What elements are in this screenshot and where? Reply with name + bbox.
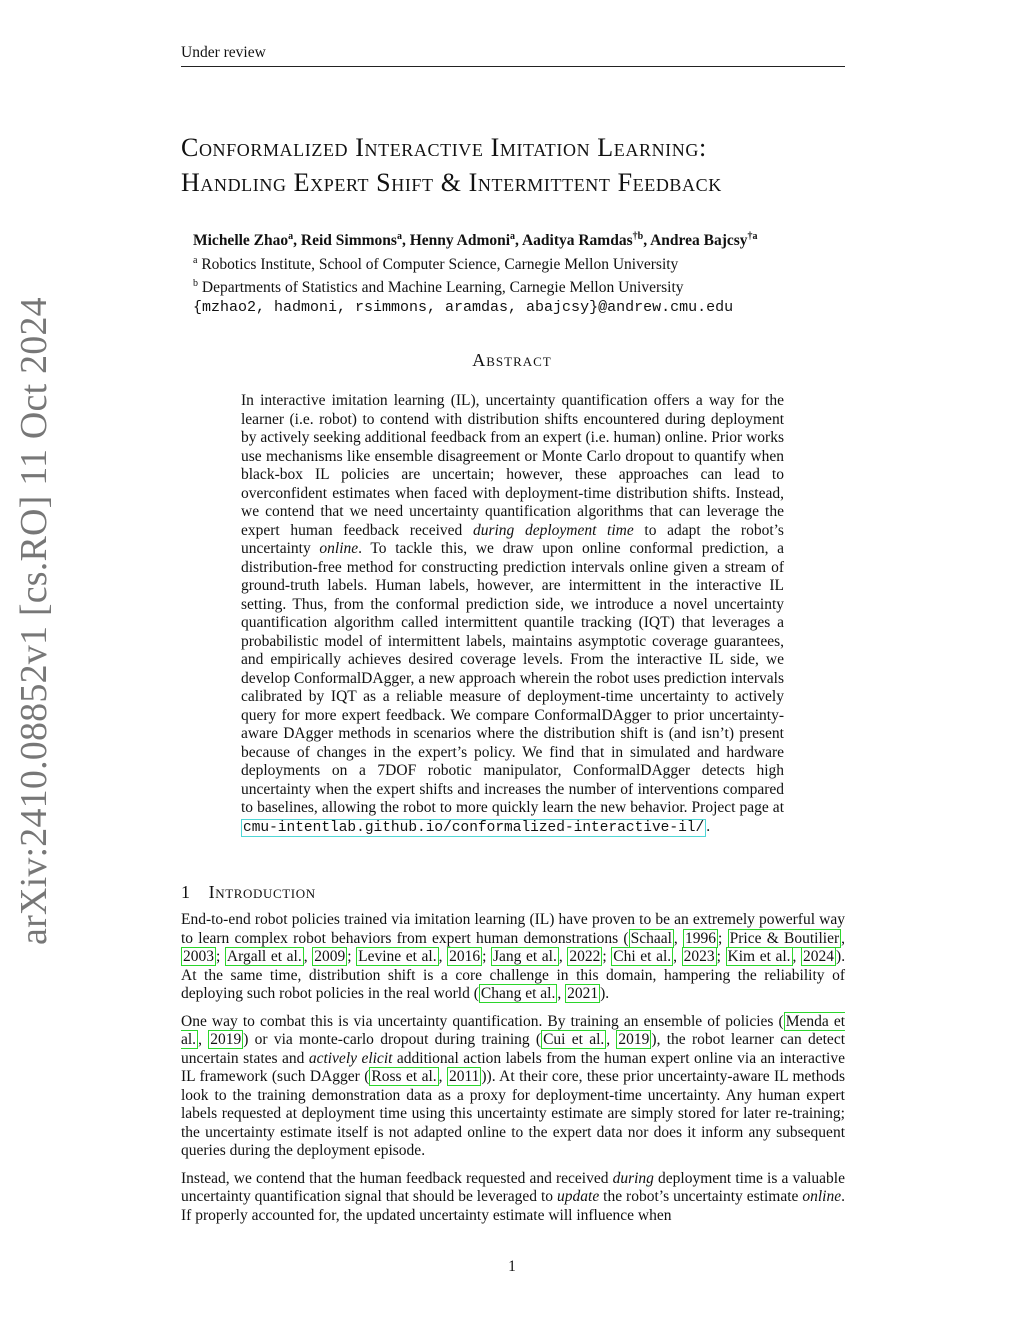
author-sup: a: [396, 231, 402, 242]
introduction-body: [181, 911, 845, 1234]
text-run: Instead, we contend that the human feedback requested and received: [181, 1169, 613, 1187]
citation-link[interactable]: Chi et al.: [613, 948, 672, 965]
affiliation-b: [193, 274, 853, 298]
author-sup: a: [288, 231, 294, 242]
page-number: 1: [508, 1258, 516, 1275]
citation-link[interactable]: Price & Boutilier: [729, 929, 840, 947]
header-text: Under review: [181, 44, 266, 61]
abstract-part: to adapt the robot’s uncertainty: [241, 521, 784, 557]
text-run: End-to-end robot policies trained via imitation learning (IL) have proven to be an extremely powerful way to learn complex robot behaviors from expert human demonstrations (: [181, 911, 845, 947]
citation-link[interactable]: Ross et al.: [371, 1068, 437, 1085]
paragraph: One way to combat this is via uncertainty quantification. By training an ensemble of policies ( Menda et al. , 2019 ) or via monte-carlo dropout during training ( Cui et al. , 2019 ), the robot learner can detect uncertain states and actively elicit additional action labels from the human expert online via an interactive IL framework (such DAgger ( Ross et al. , 2011 )). At their core, these prior uncertainty-aware IL methods look to the training demonstration data as a proxy for deployment-time uncertainty. Any human expert labels requested at deployment time using this uncertainty estimate are simply stored for later re-training; the uncertainty estimate itself is not adapted online to the expert data nor does it inform any subsequent queries during the deployment episode.: [181, 1012, 845, 1159]
title-line-1: Conformalized Interactive Imitation Learning:: [181, 133, 707, 162]
author-emails: {mzhao2, hadmoni, rsimmons, aramdas, abajcsy}@andrew.cmu.edu: [193, 298, 734, 316]
citation-link[interactable]: Jang et al.: [493, 948, 557, 965]
section-number: 1: [181, 882, 191, 902]
citation-link[interactable]: Cui et al.: [543, 1031, 605, 1048]
citation-link[interactable]: Argall et al.: [226, 948, 302, 965]
text-run: . If properly accounted for, the updated uncertainty estimate will influence when: [181, 1188, 845, 1224]
citation-link[interactable]: Schaal: [630, 929, 672, 947]
text-run: ), the robot learner can detect uncertain states and: [181, 1031, 845, 1067]
abstract-part: .: [706, 817, 711, 835]
abstract-part: . To tackle this, we draw upon online conformal prediction, a distribution-free method for constructing prediction intervals online given a stream of ground-truth labels. Human labels, however, are intermittent in the interactive IL setting. Thus, from the conformal prediction side, we introduce a novel uncertainty quantification algorithm called intermittent quantile tracking (IQT) that leverages a probabilistic model of intermittent labels, maintains asymptotic coverage guarantees, and empirically achieves desired coverage levels. From the interactive IL side, we develop ConformalDAgger, a new approach wherein the robot uses prediction intervals calibrated by IQT as a reliable measure of deployment-time uncertainty to actively query for more expert feedback. We compare ConformalDAgger to prior uncertainty-aware DAgger methods in scenarios where the distribution shift is (and isn’t) present because of changes in the expert’s policy. We find that in simulated and hardware deployments on a 7DOF robotic manipulator, ConformalDAgger detects high uncertainty when the expert shifts and increases the number of interventions compared to baselines, allowing the robot to more quickly learn the new behavior. Project page at: [241, 540, 784, 816]
affiliation-mark: b: [193, 278, 198, 290]
author-block: [193, 227, 853, 317]
paragraph: End-to-end robot policies trained via imitation learning (IL) have proven to be an extremely powerful way to learn complex robot behaviors from expert human demonstrations ( Schaal , 1996 ; Price & Boutilier , 2003 ; Argall et al. , 2009 ; Levine et al. , 2016 ; Jang et al. , 2022 ; Chi et al. , 2023 ; Kim et al. , 2024 ). At the same time, distribution shift is a core challenge in this domain, hampering the reliability of deploying such robot policies in the real world ( Chang et al. , 2021 ).: [181, 911, 846, 1002]
author-name: Michelle Zhao: [193, 232, 289, 250]
citation-link[interactable]: Levine et al.: [358, 948, 437, 965]
emphasis: online: [802, 1188, 842, 1205]
project-page-link[interactable]: cmu-intentlab.github.io/conformalized-interactive-il/: [243, 819, 705, 836]
emphasis: update: [557, 1188, 600, 1205]
affiliation-a: [193, 251, 853, 275]
abstract-text: [241, 392, 784, 837]
citation-link[interactable]: 2016: [449, 948, 481, 965]
paragraph: [181, 1170, 845, 1226]
author-name: Reid Simmons: [300, 232, 397, 250]
author-names: Michelle Zhao$^a$, Reid Simmons$^a$, Henny Admoni$^a$, Aaditya Ramdas$^{\dagger b}$, Andrea Bajcsy$^{\dagger a}$: [193, 231, 758, 250]
section-title: Introduction: [208, 882, 316, 902]
citation-link[interactable]: 2021: [567, 985, 599, 1002]
text-run: ). At the same time, distribution shift is a core challenge in this domain, hampering the reliability of deploying such robot policies in the real world (: [181, 948, 846, 1002]
author-name: Andrea Bajcsy: [650, 232, 748, 250]
affiliation-text: Departments of Statistics and Machine Learning, Carnegie Mellon University: [201, 279, 684, 297]
emphasis: during: [612, 1169, 654, 1187]
text-run: deployment time is a valuable uncertainty quantification signal that should be leveraged to: [181, 1169, 845, 1205]
arxiv-stamp: arXiv:2410.08852v1 [cs.RO] 11 Oct 2024: [13, 297, 55, 945]
citation-link[interactable]: Menda et al.: [181, 1012, 845, 1048]
citation-link[interactable]: 2003: [183, 948, 214, 965]
paper-title: [181, 130, 881, 200]
citation-link[interactable]: 2019: [618, 1031, 650, 1048]
citation-link[interactable]: 2019: [210, 1031, 242, 1048]
affiliation-mark: a: [193, 254, 198, 266]
author-sup: †a: [747, 231, 758, 242]
text-run: the robot’s uncertainty estimate: [599, 1188, 803, 1205]
abstract-part: In interactive imitation learning (IL), uncertainty quantification offers a way for the learner (i.e. robot) to contend with distribution shifts encountered during deployment by actively seeking additional feedback from an expert (i.e. human) online. Prior works use mechanisms like ensemble disagreement or Monte Carlo dropout to quantify when black-box IL policies are uncertain; however, these approaches can lead to overconfident estimates when faced with deployment-time distribution shifts. Instead, we contend that we need uncertainty quantification algorithms that can leverage the expert human feedback received: [241, 392, 784, 539]
author-sup: a: [510, 231, 516, 242]
citation-link[interactable]: 2009: [314, 948, 346, 965]
citation-link[interactable]: Chang et al.: [480, 985, 556, 1002]
affiliation-text: Robotics Institute, School of Computer Science, Carnegie Mellon University: [201, 255, 679, 273]
text-run: One way to combat this is via uncertainty quantification. By training an ensemble of policies (: [181, 1012, 784, 1030]
citation-link[interactable]: 2024: [803, 948, 835, 965]
citation-link[interactable]: 2011: [448, 1068, 480, 1085]
emphasis: actively elicit: [308, 1049, 393, 1067]
text-run: )). At their core, these prior uncertainty-aware IL methods look to the training demonstration data as a proxy for deployment-time uncertainty. Any human expert labels requested at deployment time using this uncertainty estimate are simply stored for later re-training; the uncertainty estimate itself is not adapted online to the expert data nor does it inform any subsequent queries during the deployment episode.: [181, 1068, 845, 1159]
title-line-2: Handling Expert Shift & Intermittent Feedback: [181, 168, 722, 197]
text-run: ) or via monte-carlo dropout during training (: [243, 1031, 542, 1048]
abstract-emphasis: online: [319, 540, 359, 557]
text-run: ).: [600, 985, 610, 1002]
author-name: Henny Admoni: [409, 232, 511, 250]
author-name: Aaditya Ramdas: [521, 232, 633, 250]
running-header: [181, 44, 845, 67]
abstract-emphasis: during deployment time: [472, 521, 634, 539]
section-heading: [181, 882, 316, 903]
citation-link[interactable]: 2022: [569, 948, 601, 965]
abstract-heading: Abstract: [472, 350, 552, 370]
citation-link[interactable]: Kim et al.: [727, 948, 791, 965]
text-run: additional action labels from the human expert online via an interactive IL framework (such DAgger (: [181, 1049, 845, 1085]
author-sup: †b: [632, 231, 644, 242]
citation-link[interactable]: 1996: [685, 929, 717, 947]
citation-link[interactable]: 2023: [683, 948, 715, 965]
